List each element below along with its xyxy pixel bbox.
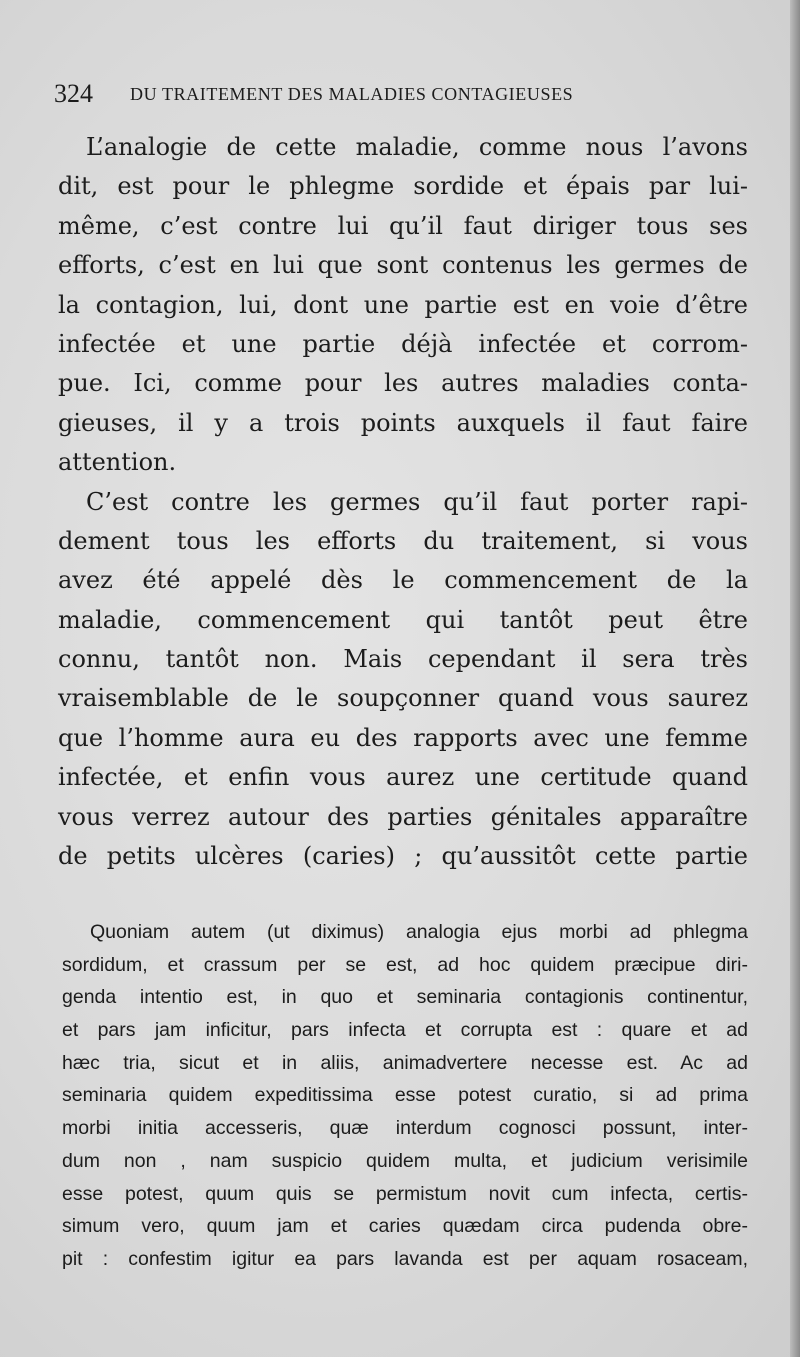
text-line: avez été appelé dès le commencement de la <box>58 566 748 595</box>
note-line: morbi initia accesseris, quæ interdum cognosci possunt, inter- <box>62 1117 748 1140</box>
text-line: infectée, et enfin vous aurez une certitude quand <box>58 763 748 792</box>
note-line: esse potest, quum quis se permistum novit cum infecta, certis- <box>62 1182 748 1205</box>
note-line: dum non , nam suspicio quidem multa, et judicium verisimile <box>62 1149 748 1172</box>
note-line: genda intentio est, in quo et seminaria contagionis continentur, <box>62 986 748 1009</box>
text-line: gieuses, il y a trois points auxquels il faut faire <box>58 408 748 437</box>
text-line: dit, est pour le phlegme sordide et épais par lui- <box>58 172 748 201</box>
note-line: simum vero, quum jam et caries quædam circa pudenda obre- <box>62 1215 748 1238</box>
note-line: sordidum, et crassum per se est, ad hoc quidem præcipue diri- <box>62 953 748 976</box>
text-line: connu, tantôt non. Mais cependant il sera très <box>58 645 748 674</box>
text-line: efforts, c’est en lui que sont contenus les germes de <box>58 251 748 280</box>
running-head: DU TRAITEMENT DES MALADIES CONTAGIEUSES <box>130 84 574 104</box>
page-edge-shadow <box>790 0 800 1357</box>
text-line: L’analogie de cette maladie, comme nous l’avons <box>86 133 748 161</box>
text-line: pue. Ici, comme pour les autres maladies conta- <box>58 369 748 398</box>
french-translation-text <box>58 128 748 876</box>
text-line: C’est contre les germes qu’il faut porter rapi- <box>86 487 748 516</box>
text-line: vous verrez autour des parties génitales apparaître <box>58 802 748 831</box>
page-header <box>54 78 694 110</box>
page-number: 324 <box>54 79 93 108</box>
note-line: hæc tria, sicut et in aliis, animadvertere necesse est. Ac ad <box>62 1051 748 1074</box>
text-line: que l’homme aura eu des rapports avec une femme <box>58 723 748 752</box>
note-line: et pars jam inficitur, pars infecta et corrupta est : quare et ad <box>62 1019 748 1042</box>
text-line: infectée et une partie déjà infectée et corrom- <box>58 329 748 358</box>
latin-original-text <box>62 916 748 1276</box>
text-line: attention. <box>58 448 177 477</box>
text-line: de petits ulcères (caries) ; qu’aussitôt cette partie <box>58 842 748 871</box>
note-line: pit : confestim igitur ea pars lavanda est per aquam rosaceam, <box>62 1247 748 1270</box>
note-line: Quoniam autem (ut diximus) analogia ejus morbi ad phlegma <box>90 921 748 943</box>
text-line: la contagion, lui, dont une partie est en voie d’être <box>58 290 748 319</box>
text-line: vraisemblable de le soupçonner quand vous saurez <box>58 684 748 713</box>
text-line: maladie, commencement qui tantôt peut être <box>58 605 748 634</box>
text-line: même, c’est contre lui qu’il faut diriger tous ses <box>58 211 748 240</box>
text-line: dement tous les efforts du traitement, si vous <box>58 526 748 555</box>
note-line: seminaria quidem expeditissima esse potest curatio, si ad prima <box>62 1084 748 1107</box>
